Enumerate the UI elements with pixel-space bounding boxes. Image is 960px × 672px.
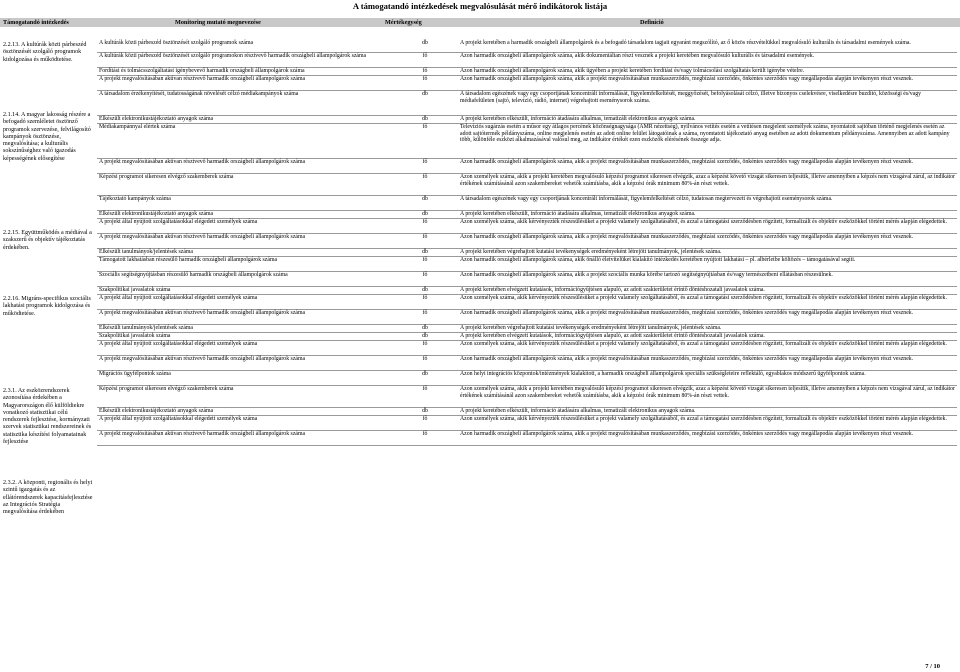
table-row	[97, 196, 957, 211]
indicator-name: A projekt által nyújtott szolgáltatásokkal elégedett személyek száma	[99, 219, 258, 225]
header-unit: Mértékegység	[385, 19, 422, 26]
table-row	[97, 310, 957, 325]
indicator-name: A projekt megvalósításában aktívan résztvevő harmadik országbeli állampolgárok száma	[99, 431, 306, 437]
unit: db	[422, 211, 428, 217]
table-row	[97, 416, 957, 431]
unit: fő	[422, 341, 428, 347]
indicator-name: A projekt megvalósításában aktívan résztvevő harmadik országbeli állampolgárok száma	[99, 234, 306, 240]
definition: A projekt keretében elvégzett kutatások, információgyűjtésen alapuló, az adott szakterületet érintő döntéshozatali javaslatok száma.	[460, 333, 765, 339]
definition: Azon személyek száma, akik a projekt keretében megvalósuló képzési programot sikeresen elvégzik, azaz a képzést követő vizsgát sikeresen teljesítik, illetve amennyiben a képzés nem vizsgával zárul, az indikátor értékének számításánál azon szakembereket vehetők számításba, akik a képzési órák minimum 80%-án részt vettek.	[460, 174, 955, 187]
table-row	[97, 408, 957, 416]
table-row	[97, 159, 957, 174]
table-row	[97, 295, 957, 310]
table-row	[97, 124, 957, 159]
table-row	[97, 333, 957, 341]
measure-2-1-14: 2.1.14. A magyar lakosság részére a befogadó szemléletet ösztönző programok szervezése, felvilágosító kampányok ösztönzése, megvalósítása; a kulturális sokszínűséghez való igazodás képességének elősegítése	[3, 112, 91, 162]
indicator-name: Képzési programot sikeresen elvégző szakemberek száma	[99, 174, 234, 180]
indicator-name: Fordítási és tolmácsszolgáltatást igénybevevő harmadik országbeli állampolgárok száma	[99, 68, 305, 74]
indicator-name: A kultúrák közti párbeszéd ösztönzését szolgáló programok száma	[99, 40, 254, 46]
unit: fő	[422, 310, 428, 316]
unit: db	[422, 91, 428, 97]
table-row	[97, 68, 957, 76]
table-row	[97, 371, 957, 386]
indicator-name: A társadalom érzékenyítését, tudatosságának növelését célzó médiakampányok száma	[99, 91, 299, 97]
unit: fő	[422, 159, 428, 165]
definition: A projekt keretében végrehajtott kutatási tevékenységek eredményeként létrejött tanulmányok, jelentések száma.	[460, 325, 722, 331]
definition: Azon harmadik országbeli állampolgárok száma, akik a projekt megvalósításában munkaszerződés, megbízási szerződés, önkéntes szerződés vagy megállapodás alapján tevékenyen részt vesznek.	[460, 76, 914, 82]
unit: db	[422, 333, 428, 339]
indicator-name: Elkészült tanulmányok/jelentések száma	[99, 325, 194, 331]
indicator-name: Elkészült tanulmányok/jelentések száma	[99, 249, 194, 255]
definition: Azon harmadik országbeli állampolgárok száma, akik ügyében a projekt keretében fordítási és/vagy tolmácsolási szolgáltatás került igénybe vételre.	[460, 68, 805, 74]
table-row	[97, 219, 957, 234]
unit: fő	[422, 53, 428, 59]
table-row	[97, 431, 957, 446]
indicator-name: A projekt megvalósításában aktívan résztvevő harmadik országbeli állampolgárok száma	[99, 159, 306, 165]
table-row	[97, 211, 957, 219]
indicator-name: Szociális segítségnyújtásban részesülő harmadik országbeli állampolgárok száma	[99, 272, 288, 278]
definition: Azon harmadik országbeli állampolgárok száma, akik a projekt megvalósításában munkaszerződés, megbízási szerződés, önkéntes szerződés vagy megállapodás alapján tevékenyen részt vesznek.	[460, 234, 914, 240]
table-row	[97, 356, 957, 371]
unit: db	[422, 287, 428, 293]
definition: Azon személyek száma, akik kérvényezték részesülésüket a projekt valamely szolgáltatásából, és azzal a támogatási szerződésben rögzített, formalizált és objektív eszközökkel történt mérés alapján elégedettek.	[460, 295, 947, 301]
table-row	[97, 287, 957, 295]
unit: db	[422, 249, 428, 255]
table-row	[97, 272, 957, 287]
indicator-name: A projekt által nyújtott szolgáltatásokkal elégedett személyek száma	[99, 341, 258, 347]
indicator-name: Szakpolitikai javaslatok száma	[99, 333, 171, 339]
table-row	[97, 40, 957, 53]
indicator-name: Tájékoztató kampányok száma	[99, 196, 171, 202]
unit: fő	[422, 174, 428, 180]
table-row	[97, 234, 957, 249]
measure-2-2-16: 2.2.16. Migráns-specifikus szociális lakhatási programok kidolgozása és működtetése.	[3, 296, 91, 317]
indicator-name: Elkészült elektronikustájékoztató anyagok száma	[99, 211, 214, 217]
indicator-name: Médiakampánnyal elértek száma	[99, 124, 176, 130]
definition: A társadalom egészének vagy egy csoportjának koncentrált informálását, figyelemfelkeltését célzó, tudatosan megtervezett és végrehajtott eseménysorok száma.	[460, 196, 833, 202]
unit: db	[422, 196, 428, 202]
definition: A társadalom egészének vagy egy csoportjának koncentrált informálását, figyelemfelkeltését, meggyőzését, befolyásolását célzó, illetve bizonyos cselekvésre, viselkedésre buzdító, közösségi és/vagy médiafelületen (sajtó, televízió, rádió, internet) végrehajtott eseménysorok száma.	[460, 91, 922, 104]
definition: Azon harmadik országbeli állampolgárok száma, akik a projekt megvalósításában munkaszerződés, megbízási szerződés, önkéntes szerződés vagy megállapodás alapján tevékenyen részt vesznek.	[460, 310, 914, 316]
indicator-name: Szakpolitikai javaslatok száma	[99, 287, 171, 293]
definition: A projekt keretében a harmadik országbeli állampolgárok és a befogadó társadalom tagjait egyaránt megszólító, az ő közös részvételükkel megvalósuló kulturális és társadalmi események száma.	[460, 40, 911, 46]
measure-2-3-2: 2.3.2. A központi, regionális és helyi szintű igazgatás és az ellátórendszerek kapacitásfejlesztése az Integrációs Stratégia megvalósítása érdekében	[3, 480, 93, 516]
unit: fő	[422, 416, 428, 422]
measure-2-2-15: 2.2.15. Együttműködés a médiával a szakszerű és objektív tájékoztatás érdekében.	[3, 230, 92, 251]
indicator-name: Támogatott lakhatásban részesülő harmadik országbeli állampolgárok száma	[99, 257, 278, 263]
indicator-name: A projekt megvalósításában aktívan résztvevő harmadik országbeli állampolgárok száma	[99, 356, 306, 362]
table-row	[97, 249, 957, 257]
table-row	[97, 76, 957, 91]
unit: fő	[422, 272, 428, 278]
unit: fő	[422, 356, 428, 362]
indicator-name: Képzési programot sikeresen elvégző szakemberek száma	[99, 386, 234, 392]
definition: Azon személyek száma, akik kérvényezték részesülésüket a projekt valamely szolgáltatásából, és azzal a támogatási szerződésben rögzített, formalizált és objektív eszközökkel történt mérés alapján elégedettek.	[460, 219, 947, 225]
unit: db	[422, 116, 428, 122]
definition: Azon személyek száma, akik a projekt keretében megvalósuló képzési programot sikeresen elvégzik, azaz a képzést követő vizsgát sikeresen teljesítik, illetve amennyiben a képzés nem vizsgával zárul, az indikátor értékének számításánál azon szakembereket vehetők számításba, akik a képzési órák minimum 80%-án részt vettek.	[460, 386, 955, 399]
definition: A projekt keretében elkészült, információ átadására alkalmas, tematizált elektronikus anyagok száma.	[460, 408, 696, 414]
definition: A projekt keretében elkészült, információ átadására alkalmas, tematizált elektronikus anyagok száma.	[460, 211, 696, 217]
unit: fő	[422, 386, 428, 392]
indicator-name: A kultúrák közti párbeszéd ösztönzését szolgáló programokon résztvevő harmadik országbeli állampolgárok száma	[99, 53, 367, 59]
table-row	[97, 174, 957, 196]
table-row	[97, 53, 957, 68]
unit: fő	[422, 68, 428, 74]
unit: db	[422, 408, 428, 414]
unit: fő	[422, 76, 428, 82]
page-number: 7 / 10	[925, 663, 940, 670]
definition: Televíziós sugárzás esetén a műsor egy átlagos percének közönségnagysága (AMR nézettség), nyilvános vetítés esetén a vetítésen megjelent személyek száma, nyomtatott sajtóban történő megjelenés esetén az adott sajtótermék példányszáma, online megjelenés esetén az adott online felület látogatóinak a száma, nyomtatott tájékoztató anyag esetében az adott dokumentum példányszáma. Amennyiben az adott kampány több, különféle eszközt alkalmazásával valósul meg, az indikátor értékét ezen eszközök elérésének összege adja.	[460, 124, 950, 144]
header-indicator: Monitoring mutató megnevezése	[175, 19, 261, 26]
definition: Azon személyek száma, akik kérvényezték részesülésüket a projekt valamely szolgáltatásából, és azzal a támogatási szerződésben rögzített, formalizált és objektív eszközökkel történt mérés alapján elégedettek.	[460, 416, 947, 422]
unit: fő	[422, 431, 428, 437]
indicator-name: A projekt által nyújtott szolgáltatásokkal elégedett személyek száma	[99, 416, 258, 422]
document-title: A támogatandó intézkedések megvalósulását mérő indikátorok listája	[352, 1, 608, 11]
unit: db	[422, 371, 428, 377]
indicator-name: Elkészült elektronikustájékoztató anyagok száma	[99, 116, 214, 122]
unit: fő	[422, 124, 428, 130]
definition: Azon harmadik országbeli állampolgárok száma, akik a projekt megvalósításában munkaszerződés, megbízási szerződés, önkéntes szerződés vagy megállapodás alapján tevékenyen részt vesznek.	[460, 431, 914, 437]
table-row	[97, 386, 957, 408]
indicator-name: Elkészült elektronikustájékoztató anyagok száma	[99, 408, 214, 414]
table-row	[97, 325, 957, 333]
header-definition: Definíció	[640, 19, 664, 26]
definition: A projekt keretében végrehajtott kutatási tevékenységek eredményeként létrejött tanulmányok, jelentések száma.	[460, 249, 722, 255]
unit: fő	[422, 295, 428, 301]
definition: Azon helyi integrációs központok/intézmények kialakított, a harmadik országbeli állampolgárok speciális szükségleteire reflektáló, egyablakos módszerű ügyfélpontok száma.	[460, 371, 866, 377]
indicator-name: A projekt által nyújtott szolgáltatásokkal elégedett személyek száma	[99, 295, 258, 301]
table-row	[97, 91, 957, 116]
indicator-name: A projekt megvalósításában aktívan résztvevő harmadik országbeli állampolgárok száma	[99, 76, 306, 82]
definition: Azon harmadik országbeli állampolgárok száma, akik a projekt szociális munka körébe tartozó segítségnyújtásban és/vagy természetbeni ellátásban részesülnek.	[460, 272, 833, 278]
definition: Azon személyek száma, akik kérvényezték részesülésüket a projekt valamely szolgáltatásából, és azzal a támogatási szerződésben rögzített, formalizált és objektív eszközökkel történt mérés alapján elégedettek.	[460, 341, 947, 347]
unit: fő	[422, 257, 428, 263]
indicator-name: Migrációs ügyfélpontok száma	[99, 371, 171, 377]
indicator-name: A projekt megvalósításában aktívan résztvevő harmadik országbeli állampolgárok száma	[99, 310, 306, 316]
unit: fő	[422, 234, 428, 240]
definition: Azon harmadik országbeli állampolgárok száma, akik önálló életvitelüket kialakító intézkedés keretében nyújtott lakhatási – pl. albérletbe költözés – támogatásával segíti.	[460, 257, 856, 263]
definition: A projekt keretében elvégzett kutatások, információgyűjtésen alapuló, az adott szakterületet érintő döntéshozatali javaslatok száma.	[460, 287, 765, 293]
table-row	[97, 257, 957, 272]
measure-2-2-13: 2.2.13. A kultúrák közti párbeszéd ösztönzését szolgáló programok kidolgozása és működtetése.	[3, 42, 87, 63]
definition: Azon harmadik országbeli állampolgárok száma, akik a projekt megvalósításában munkaszerződés, megbízási szerződés, önkéntes szerződés vagy megállapodás alapján tevékenyen részt vesznek.	[460, 159, 914, 165]
table-row	[97, 341, 957, 356]
definition: Azon harmadik országbeli állampolgárok száma, akik a projekt megvalósításában munkaszerződés, megbízási szerződés, önkéntes szerződés vagy megállapodás alapján tevékenyen részt vesznek.	[460, 356, 914, 362]
unit: db	[422, 40, 428, 46]
header-measure: Támogatandó intézkedés	[3, 19, 69, 26]
table-row	[97, 116, 957, 124]
definition: Azon harmadik országbeli állampolgárok száma, akik dokumentáltan részt vesznek a projekt keretében megvalósuló kulturális és társadalmi események.	[460, 53, 815, 59]
measure-2-3-1: 2.3.1. Az eszközrendszerek azonosítása érdekében a Magyarországon élő külföldiekre vonatkozó statisztikai célú rendszerek fejlesztése, kormányzati szervek statisztikai rendszereinek és statisztika készítési folyamatainak fejlesztése	[3, 388, 92, 446]
unit: fő	[422, 219, 428, 225]
definition: A projekt keretében elkészült, információ átadására alkalmas, tematizált elektronikus anyagok száma.	[460, 116, 696, 122]
unit: db	[422, 325, 428, 331]
table-header	[0, 18, 960, 27]
